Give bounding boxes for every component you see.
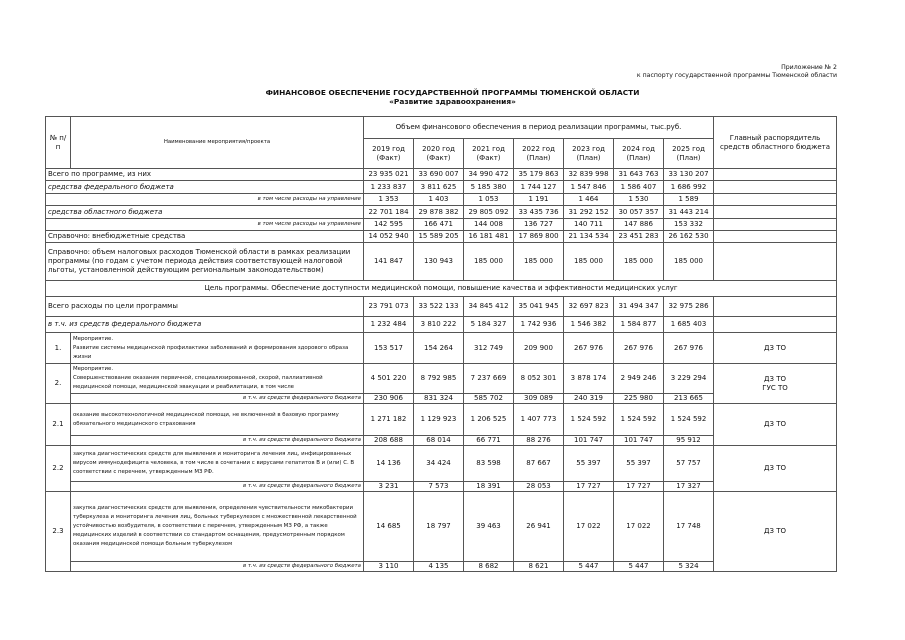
row-label: в т.ч. из средств федерального бюджета bbox=[71, 562, 364, 572]
activity-text: закупка диагностических средств для выявления, определения чувствительности микобактерии туберкулеза и мониторинга лечения лиц, больных туберкулезом с множественной лекарственной устойчивостью возбудителя, в соответствии с перечнем, утвержденным МЗ РФ, а также медицинских изделий в соответствии со стандартом оснащения, предусмотренным порядком оказания медицинской помощи больным туберкулезом bbox=[71, 492, 364, 562]
value-cell: 34 990 472 bbox=[464, 169, 514, 181]
value-cell: 88 276 bbox=[514, 436, 564, 446]
year-header: 2022 год (План) bbox=[514, 139, 564, 169]
manager-cell bbox=[714, 194, 837, 206]
row-label: Всего по программе, из них bbox=[46, 169, 364, 181]
value-cell: 3 811 625 bbox=[414, 181, 464, 194]
value-cell: 32 975 286 bbox=[664, 297, 714, 317]
year-header: 2025 год (План) bbox=[664, 139, 714, 169]
value-cell: 208 688 bbox=[364, 436, 414, 446]
value-cell: 33 522 133 bbox=[414, 297, 464, 317]
header-manager: Главный распорядитель средств областного бюджета bbox=[714, 117, 837, 169]
row-label: в т.ч. из средств федерального бюджета bbox=[46, 317, 364, 333]
value-cell: 267 976 bbox=[614, 333, 664, 364]
title-line-1: ФИНАНСОВОЕ ОБЕСПЕЧЕНИЕ ГОСУДАРСТВЕННОЙ ПРОГРАММЫ ТЮМЕНСКОЙ ОБЛАСТИ bbox=[265, 88, 640, 97]
manager-cell: ДЗ ТО bbox=[714, 492, 837, 572]
value-cell: 66 771 bbox=[464, 436, 514, 446]
row-label: в том числе расходы на управление bbox=[46, 194, 364, 206]
value-cell: 95 912 bbox=[664, 436, 714, 446]
value-cell: 5 184 327 bbox=[464, 317, 514, 333]
value-cell: 33 130 207 bbox=[664, 169, 714, 181]
value-cell: 23 451 283 bbox=[614, 231, 664, 243]
value-cell: 8 621 bbox=[514, 562, 564, 572]
value-cell: 1 589 bbox=[664, 194, 714, 206]
value-cell: 1 584 877 bbox=[614, 317, 664, 333]
value-cell: 144 008 bbox=[464, 219, 514, 231]
value-cell: 17 327 bbox=[664, 482, 714, 492]
value-cell: 39 463 bbox=[464, 492, 514, 562]
year-header: 2023 год (План) bbox=[564, 139, 614, 169]
activity-row bbox=[46, 446, 837, 482]
activity-text: оказание высокотехнологичной медицинской помощи, не включенной в базовую программу обязательного медицинского страхования bbox=[71, 404, 364, 436]
value-cell: 68 014 bbox=[414, 436, 464, 446]
manager-cell bbox=[714, 243, 837, 281]
value-cell: 312 749 bbox=[464, 333, 514, 364]
summary-row bbox=[46, 194, 837, 206]
value-cell: 17 748 bbox=[664, 492, 714, 562]
value-cell: 3 878 174 bbox=[564, 364, 614, 394]
value-cell: 101 747 bbox=[614, 436, 664, 446]
value-cell: 4 135 bbox=[414, 562, 464, 572]
value-cell: 1 524 592 bbox=[564, 404, 614, 436]
value-cell: 1 191 bbox=[514, 194, 564, 206]
appendix-line-1: Приложение № 2 bbox=[781, 64, 837, 71]
year-header: 2021 год (Факт) bbox=[464, 139, 514, 169]
activity-num: 2.1 bbox=[46, 404, 71, 446]
activity-row bbox=[46, 364, 837, 394]
summary-row bbox=[46, 181, 837, 194]
row-label: средства федерального бюджета bbox=[46, 181, 364, 194]
value-cell: 267 976 bbox=[564, 333, 614, 364]
year-header: 2019 год (Факт) bbox=[364, 139, 414, 169]
value-cell: 101 747 bbox=[564, 436, 614, 446]
value-cell: 31 643 763 bbox=[614, 169, 664, 181]
summary-row bbox=[46, 206, 837, 219]
value-cell: 18 391 bbox=[464, 482, 514, 492]
value-cell: 153 517 bbox=[364, 333, 414, 364]
activity-num: 2.2 bbox=[46, 446, 71, 492]
value-cell: 147 886 bbox=[614, 219, 664, 231]
value-cell: 30 057 357 bbox=[614, 206, 664, 219]
appendix-note bbox=[637, 64, 837, 80]
value-cell: 26 162 530 bbox=[664, 231, 714, 243]
value-cell: 185 000 bbox=[564, 243, 614, 281]
value-cell: 15 589 205 bbox=[414, 231, 464, 243]
activity-row bbox=[46, 404, 837, 436]
year-header: 2020 год (Факт) bbox=[414, 139, 464, 169]
activity-text: закупка диагностических средств для выявления и мониторинга лечения лиц, инфицированных вирусом иммунодефицита человека, в том числе в сочетании с вирусами гепатитов В и (или) С. В соответствии с перечнем, утвержденным МЗ РФ. bbox=[71, 446, 364, 482]
header-name: Наименование мероприятия/проекта bbox=[71, 117, 364, 169]
summary-row bbox=[46, 169, 837, 181]
value-cell: 209 900 bbox=[514, 333, 564, 364]
value-cell: 1 744 127 bbox=[514, 181, 564, 194]
manager-cell: ДЗ ТО bbox=[714, 404, 837, 446]
appendix-line-2: к паспорту государственной программы Тюменской области bbox=[636, 72, 837, 79]
value-cell: 7 573 bbox=[414, 482, 464, 492]
value-cell: 1 271 182 bbox=[364, 404, 414, 436]
value-cell: 153 332 bbox=[664, 219, 714, 231]
value-cell: 28 053 bbox=[514, 482, 564, 492]
manager-cell bbox=[714, 231, 837, 243]
value-cell: 130 943 bbox=[414, 243, 464, 281]
value-cell: 26 941 bbox=[514, 492, 564, 562]
value-cell: 31 443 214 bbox=[664, 206, 714, 219]
value-cell: 34 845 412 bbox=[464, 297, 514, 317]
value-cell: 33 435 736 bbox=[514, 206, 564, 219]
manager-cell: ДЗ ТО ГУС ТО bbox=[714, 364, 837, 404]
activity-row bbox=[46, 492, 837, 562]
row-label: в т.ч. из средств федерального бюджета bbox=[71, 436, 364, 446]
value-cell: 1 464 bbox=[564, 194, 614, 206]
value-cell: 185 000 bbox=[464, 243, 514, 281]
goal-row bbox=[46, 281, 837, 297]
manager-cell: ДЗ ТО bbox=[714, 446, 837, 492]
value-cell: 35 041 945 bbox=[514, 297, 564, 317]
value-cell: 185 000 bbox=[614, 243, 664, 281]
title-line-2: «Развитие здравоохранения» bbox=[389, 97, 516, 106]
goal-text: Цель программы. Обеспечение доступности медицинской помощи, повышение качества и эффективности медицинских услуг bbox=[46, 281, 837, 297]
value-cell: 3 231 bbox=[364, 482, 414, 492]
value-cell: 5 447 bbox=[614, 562, 664, 572]
manager-cell bbox=[714, 169, 837, 181]
manager-cell bbox=[714, 297, 837, 317]
value-cell: 23 935 021 bbox=[364, 169, 414, 181]
value-cell: 8 052 301 bbox=[514, 364, 564, 394]
value-cell: 1 524 592 bbox=[614, 404, 664, 436]
row-label: Справочно: внебюджетные средства bbox=[46, 231, 364, 243]
year-header: 2024 год (План) bbox=[614, 139, 664, 169]
value-cell: 22 701 184 bbox=[364, 206, 414, 219]
value-cell: 267 976 bbox=[664, 333, 714, 364]
value-cell: 831 324 bbox=[414, 394, 464, 404]
goal-summary-row bbox=[46, 297, 837, 317]
value-cell: 141 847 bbox=[364, 243, 414, 281]
value-cell: 3 110 bbox=[364, 562, 414, 572]
value-cell: 17 869 800 bbox=[514, 231, 564, 243]
value-cell: 185 000 bbox=[664, 243, 714, 281]
value-cell: 31 494 347 bbox=[614, 297, 664, 317]
value-cell: 23 791 073 bbox=[364, 297, 414, 317]
value-cell: 87 667 bbox=[514, 446, 564, 482]
value-cell: 1 524 592 bbox=[664, 404, 714, 436]
summary-row bbox=[46, 231, 837, 243]
summary-row bbox=[46, 243, 837, 281]
value-cell: 8 682 bbox=[464, 562, 514, 572]
value-cell: 1 233 837 bbox=[364, 181, 414, 194]
value-cell: 32 697 823 bbox=[564, 297, 614, 317]
value-cell: 1 530 bbox=[614, 194, 664, 206]
row-label: средства областного бюджета bbox=[46, 206, 364, 219]
activity-num: 2.3 bbox=[46, 492, 71, 572]
value-cell: 1 547 846 bbox=[564, 181, 614, 194]
value-cell: 31 292 152 bbox=[564, 206, 614, 219]
value-cell: 185 000 bbox=[514, 243, 564, 281]
value-cell: 1 407 773 bbox=[514, 404, 564, 436]
value-cell: 1 685 403 bbox=[664, 317, 714, 333]
value-cell: 33 690 007 bbox=[414, 169, 464, 181]
value-cell: 18 797 bbox=[414, 492, 464, 562]
activity-text: Мероприятие. Развитие системы медицинской профилактики заболеваний и формирования здорового образа жизни bbox=[71, 333, 364, 364]
finance-table bbox=[45, 116, 837, 572]
manager-cell bbox=[714, 317, 837, 333]
value-cell: 35 179 863 bbox=[514, 169, 564, 181]
activity-row bbox=[46, 333, 837, 364]
row-label: в том числе расходы на управление bbox=[46, 219, 364, 231]
value-cell: 14 136 bbox=[364, 446, 414, 482]
value-cell: 1 403 bbox=[414, 194, 464, 206]
value-cell: 14 052 940 bbox=[364, 231, 414, 243]
value-cell: 213 665 bbox=[664, 394, 714, 404]
value-cell: 34 424 bbox=[414, 446, 464, 482]
manager-cell bbox=[714, 206, 837, 219]
value-cell: 140 711 bbox=[564, 219, 614, 231]
value-cell: 7 237 669 bbox=[464, 364, 514, 394]
value-cell: 83 598 bbox=[464, 446, 514, 482]
value-cell: 16 181 481 bbox=[464, 231, 514, 243]
value-cell: 57 757 bbox=[664, 446, 714, 482]
value-cell: 21 134 534 bbox=[564, 231, 614, 243]
manager-cell bbox=[714, 219, 837, 231]
value-cell: 3 810 222 bbox=[414, 317, 464, 333]
value-cell: 1 686 992 bbox=[664, 181, 714, 194]
activity-num: 2. bbox=[46, 364, 71, 404]
value-cell: 1 586 407 bbox=[614, 181, 664, 194]
value-cell: 55 397 bbox=[564, 446, 614, 482]
value-cell: 1 742 936 bbox=[514, 317, 564, 333]
value-cell: 14 685 bbox=[364, 492, 414, 562]
value-cell: 17 727 bbox=[614, 482, 664, 492]
document-title bbox=[0, 88, 905, 106]
value-cell: 2 949 246 bbox=[614, 364, 664, 394]
value-cell: 240 319 bbox=[564, 394, 614, 404]
value-cell: 230 906 bbox=[364, 394, 414, 404]
value-cell: 1 232 484 bbox=[364, 317, 414, 333]
manager-cell: ДЗ ТО bbox=[714, 333, 837, 364]
row-label: Справочно: объем налоговых расходов Тюменской области в рамках реализации программы (по годам с учетом периода действия соответствующей налоговой льготы, установленной действующим региональным законодательством) bbox=[46, 243, 364, 281]
value-cell: 55 397 bbox=[614, 446, 664, 482]
activity-text: Мероприятие. Совершенствование оказания первичной, специализированной, скорой, паллиативной медицинской помощи, медицинской эвакуации и реабилитации, в том числе bbox=[71, 364, 364, 394]
manager-cell bbox=[714, 181, 837, 194]
value-cell: 5 324 bbox=[664, 562, 714, 572]
value-cell: 585 702 bbox=[464, 394, 514, 404]
value-cell: 136 727 bbox=[514, 219, 564, 231]
value-cell: 8 792 985 bbox=[414, 364, 464, 394]
value-cell: 17 022 bbox=[564, 492, 614, 562]
value-cell: 1 053 bbox=[464, 194, 514, 206]
value-cell: 4 501 220 bbox=[364, 364, 414, 394]
value-cell: 29 878 382 bbox=[414, 206, 464, 219]
value-cell: 1 353 bbox=[364, 194, 414, 206]
row-label: в т.ч. из средств федерального бюджета bbox=[71, 394, 364, 404]
value-cell: 5 447 bbox=[564, 562, 614, 572]
value-cell: 5 185 380 bbox=[464, 181, 514, 194]
value-cell: 1 206 525 bbox=[464, 404, 514, 436]
value-cell: 154 264 bbox=[414, 333, 464, 364]
value-cell: 166 471 bbox=[414, 219, 464, 231]
value-cell: 17 727 bbox=[564, 482, 614, 492]
header-volume: Объем финансового обеспечения в период реализации программы, тыс.руб. bbox=[364, 117, 714, 139]
row-label: в т.ч. из средств федерального бюджета bbox=[71, 482, 364, 492]
header-num: № п/п bbox=[46, 117, 71, 169]
value-cell: 309 089 bbox=[514, 394, 564, 404]
value-cell: 225 980 bbox=[614, 394, 664, 404]
value-cell: 3 229 294 bbox=[664, 364, 714, 394]
goal-summary-row bbox=[46, 317, 837, 333]
value-cell: 1 546 382 bbox=[564, 317, 614, 333]
value-cell: 17 022 bbox=[614, 492, 664, 562]
summary-row bbox=[46, 219, 837, 231]
value-cell: 142 595 bbox=[364, 219, 414, 231]
activity-num: 1. bbox=[46, 333, 71, 364]
row-label: Всего расходы по цели программы bbox=[46, 297, 364, 317]
value-cell: 29 805 092 bbox=[464, 206, 514, 219]
value-cell: 32 839 998 bbox=[564, 169, 614, 181]
value-cell: 1 129 923 bbox=[414, 404, 464, 436]
